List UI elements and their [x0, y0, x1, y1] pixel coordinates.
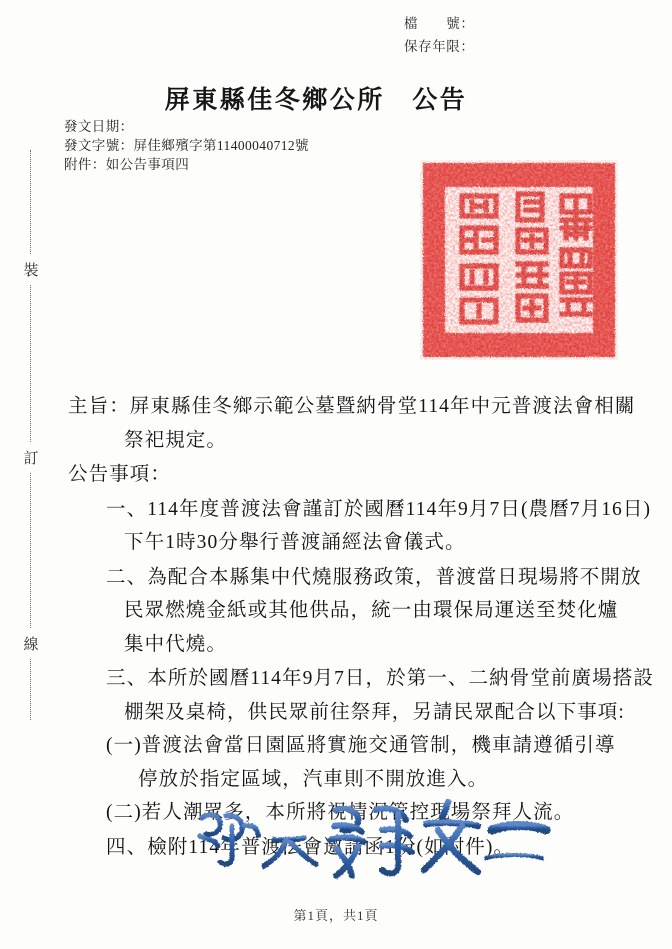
announcements-label: 公告事項：: [68, 464, 172, 485]
item-3-line-2: 棚架及桌椅，供民眾前往祭拜，另請民眾配合以下事項:: [124, 701, 625, 723]
binding-mark-line: 線: [18, 628, 44, 659]
binding-mark-staple: 訂: [18, 442, 44, 473]
archive-header: [404, 12, 475, 58]
document-number: 發文字號：屏佳鄉殯字第11400040712號: [64, 138, 309, 153]
item-1-line-2: 下午1時30分舉行普渡誦經法會儀式。: [124, 532, 466, 553]
subject-line-1: 主旨：屏東縣佳冬鄉示範公墓暨納骨堂114年中元普渡法會相關: [68, 396, 636, 417]
announcement-item-1: [68, 493, 652, 560]
binding-mark-bind: 裝: [18, 254, 44, 285]
issue-date: 發文日期：: [64, 119, 134, 134]
announcement-item-2: [68, 561, 642, 662]
mayor-signature: [186, 796, 558, 882]
item-4-line-1: 四、檢附114年普渡法會邀請函1份(如附件)。: [106, 836, 515, 858]
official-red-seal: [420, 160, 618, 360]
subject-block: [68, 390, 636, 457]
file-number-label: 檔 號：: [404, 16, 475, 31]
item-2-line-2: 民眾燃燒金紙或其他供品，統一由環保局運送至焚化爐: [124, 600, 619, 621]
attachment-note: 附件：如公告事項四: [64, 157, 190, 172]
item-3-sub-1-line-2: 停放於指定區域，汽車則不開放進入。: [138, 768, 489, 790]
item-2-line-3: 集中代燒。: [124, 633, 228, 655]
item-1-line-1: 一、114年度普渡法會謹訂於國曆114年9月7日(農曆7月16日): [106, 498, 652, 520]
retention-period-label: 保存年限：: [404, 39, 475, 54]
item-2-line-1: 二、為配合本縣集中代燒服務政策，普渡當日現場將不開放: [106, 566, 642, 588]
subject-line-2: 祭祀規定。: [124, 429, 228, 451]
page-footer: 第1頁，共1頁: [293, 908, 379, 923]
item-3-line-1: 三、本所於國曆114年9月7日，於第一、二納骨堂前廣場搭設: [106, 668, 654, 689]
announcements-heading: [68, 458, 624, 492]
item-3-sub-1-line-1: (一)普渡法會當日園區將實施交通管制，機車請遵循引導: [106, 735, 616, 756]
page-title: 屏東縣佳冬鄉公所 公告: [164, 87, 468, 114]
document-body: [68, 390, 654, 865]
binding-margin: [18, 150, 44, 720]
document-meta: [64, 117, 309, 174]
item-3-sub-2-line-1: (二)若人潮眾多，本所將視情況管控現場祭拜人流。: [106, 802, 575, 823]
